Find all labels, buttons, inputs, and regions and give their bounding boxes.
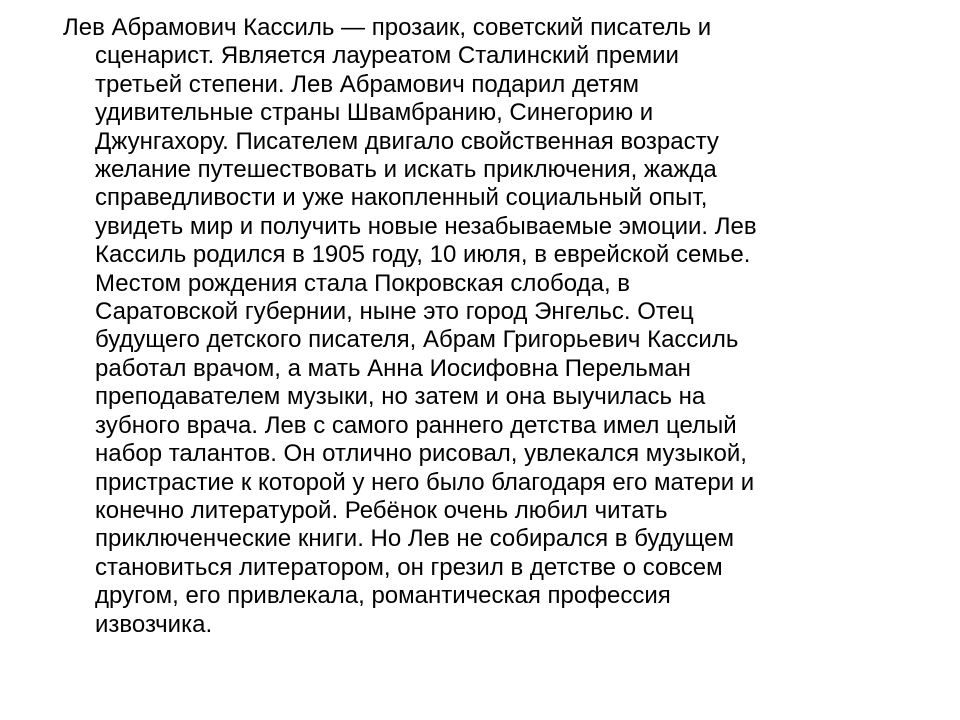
text-line: набор талантов. Он отлично рисовал, увлекался музыкой, xyxy=(95,440,747,468)
biography-paragraph xyxy=(63,14,923,639)
text-line: будущего детского писателя, Абрам Григорьевич Кассиль xyxy=(95,326,739,354)
text-line: пристрастие к которой у него было благодаря его матери и xyxy=(95,468,755,496)
text-line: Джунгахору. Писателем двигало свойственная возрасту xyxy=(95,127,719,155)
text-line: удивительные страны Швамбранию, Синегорию и xyxy=(95,99,654,127)
text-line: преподавателем музыки, но затем и она выучилась на xyxy=(95,383,706,411)
text-line: желание путешествовать и искать приключения, жажда xyxy=(95,156,717,184)
text-line: зубного врача. Лев с самого раннего детства имел целый xyxy=(95,411,737,439)
text-line: справедливости и уже накопленный социальный опыт, xyxy=(95,184,708,212)
text-line: Местом рождения стала Покровская слобода, в xyxy=(95,269,631,297)
text-line: Кассиль родился в 1905 году, 10 июля, в еврейской семье. xyxy=(95,241,751,269)
text-line: третьей степени. Лев Абрамович подарил детям xyxy=(95,70,639,98)
text-line: другом, его привлекала, романтическая профессия xyxy=(95,582,671,610)
text-line: становиться литератором, он грезил в детстве о совсем xyxy=(95,553,723,581)
text-line: Лев Абрамович Кассиль — прозаик, советский писатель и xyxy=(63,14,712,41)
text-line: приключенческие книги. Но Лев не собирался в будущем xyxy=(95,525,734,553)
text-line: извозчика. xyxy=(95,610,213,638)
text-line: сценарист. Является лауреатом Сталинский премии xyxy=(95,42,679,70)
text-line: конечно литературой. Ребёнок очень любил читать xyxy=(95,496,668,524)
text-line: увидеть мир и получить новые незабываемые эмоции. Лев xyxy=(95,212,757,240)
text-line: Саратовской губернии, ныне это город Энгельс. Отец xyxy=(95,298,694,326)
text-line: работал врачом, а мать Анна Иосифовна Перельман xyxy=(95,354,691,382)
